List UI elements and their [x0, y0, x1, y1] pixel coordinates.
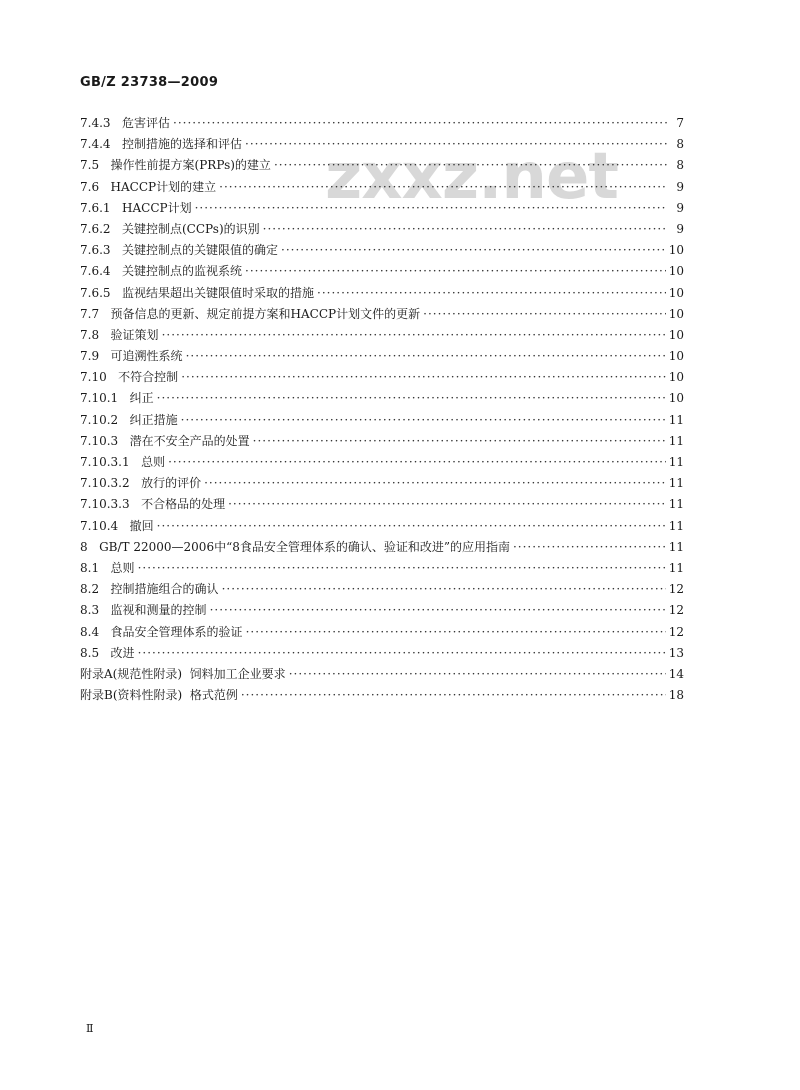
toc-entry-number: 7.10 [80, 370, 107, 385]
toc-entry-page: 11 [668, 560, 684, 575]
toc-entry-page: 11 [668, 539, 684, 554]
toc-entry-number: 7.10.3.3 [80, 497, 130, 512]
toc-entry [80, 134, 684, 155]
toc-entry-title: HACCP计划的建立 [110, 179, 217, 194]
document-code: GB/Z 23738—2009 [80, 75, 219, 90]
toc-entry-page: 8 [676, 158, 684, 173]
toc-entry-gap [111, 134, 122, 155]
toc-entry [80, 304, 684, 325]
table-of-contents [80, 113, 684, 706]
toc-entry-title: 格式范例 [189, 688, 238, 703]
toc-entry [80, 537, 684, 558]
toc-entry-title: 危害评估 [122, 116, 171, 130]
toc-entry-gap [99, 558, 110, 579]
toc-entry-gap [111, 219, 122, 240]
toc-entry-number: 7.10.4 [80, 518, 119, 533]
toc-entry-gap [99, 643, 110, 664]
toc-entry-page: 11 [668, 476, 684, 491]
toc-entry-number: 7.6.3 [80, 243, 111, 258]
toc-entry-page: 14 [668, 666, 684, 681]
toc-entry [80, 643, 684, 664]
toc-entry-page: 11 [668, 412, 684, 427]
toc-entry-title: 可追溯性系统 [110, 349, 183, 364]
toc-entry-number: 8.5 [80, 645, 100, 660]
toc-dot-leader [195, 198, 667, 219]
toc-dot-leader [181, 410, 666, 431]
toc-entry [80, 664, 684, 685]
toc-dot-leader [138, 643, 666, 664]
toc-entry-gap [99, 177, 110, 198]
toc-entry-title: 饲料加工企业要求 [189, 666, 286, 681]
toc-entry-title: 操作性前提方案(PRPs)的建立 [110, 158, 271, 173]
toc-entry-page: 9 [676, 179, 684, 194]
toc-entry-title: 不合格品的处理 [141, 497, 226, 512]
toc-dot-leader [317, 283, 666, 304]
toc-entry-page: 10 [668, 391, 684, 406]
toc-entry [80, 579, 684, 600]
toc-entry-page: 10 [668, 243, 684, 258]
toc-dot-leader [157, 388, 666, 409]
toc-dot-leader [241, 685, 666, 706]
toc-entry-gap [99, 325, 110, 346]
toc-entry-number: 附录B(资料性附录) [80, 688, 183, 703]
toc-entry-number: 8.1 [80, 560, 100, 575]
toc-entry-gap [107, 367, 118, 388]
toc-entry-number: 7.10.3 [80, 433, 119, 448]
toc-entry-number: 7.6.2 [80, 221, 111, 236]
watermark: zxxz.net [325, 140, 618, 214]
toc-entry-title: 纠正 [129, 391, 154, 406]
toc-entry-gap [182, 664, 190, 685]
toc-dot-leader [228, 494, 666, 515]
toc-entry-page: 12 [668, 582, 684, 597]
toc-dot-leader [245, 261, 666, 282]
toc-entry-title: 监视和测量的控制 [110, 603, 207, 618]
toc-entry-number: 7.7 [80, 306, 100, 321]
toc-entry-title: 改进 [110, 645, 135, 660]
toc-entry-title: 潜在不安全产品的处置 [129, 433, 250, 448]
toc-entry-title: 验证策划 [110, 327, 159, 342]
toc-entry-page: 9 [676, 221, 684, 236]
toc-dot-leader [274, 155, 667, 176]
toc-entry-page: 10 [668, 349, 684, 364]
toc-entry [80, 431, 684, 452]
toc-entry-page: 10 [668, 264, 684, 279]
toc-entry-gap [99, 600, 110, 621]
toc-entry-title: 撤回 [129, 518, 154, 533]
toc-dot-leader [181, 367, 666, 388]
toc-entry-number: 8.3 [80, 603, 100, 618]
toc-entry-title: 关键控制点的关键限值的确定 [122, 243, 279, 258]
toc-entry-gap [99, 579, 110, 600]
toc-entry-page: 11 [668, 518, 684, 533]
toc-entry-number: 7.6.1 [80, 200, 111, 215]
toc-entry-gap [182, 685, 190, 706]
toc-entry-gap [111, 261, 122, 282]
toc-entry-gap [130, 473, 141, 494]
toc-entry-title: 关键控制点(CCPs)的识别 [122, 221, 260, 236]
toc-entry-title: 控制措施组合的确认 [110, 582, 219, 597]
toc-entry-title: 不符合控制 [118, 370, 179, 385]
toc-entry-title: 放行的评价 [141, 476, 202, 491]
toc-entry-gap [99, 346, 110, 367]
toc-entry-number: 7.6.4 [80, 264, 111, 279]
toc-entry-page: 8 [676, 137, 684, 152]
toc-entry-gap [118, 516, 129, 537]
toc-entry [80, 240, 684, 261]
toc-dot-leader [168, 452, 666, 473]
toc-entry-title: 控制措施的选择和评估 [122, 137, 243, 152]
toc-entry-number: 8 [80, 539, 88, 554]
toc-entry-number: 7.10.3.1 [80, 455, 130, 469]
toc-entry-gap [111, 283, 122, 304]
toc-entry-gap [111, 113, 122, 134]
toc-entry-number: 7.6 [80, 179, 100, 194]
toc-dot-leader [204, 473, 666, 494]
toc-entry-page: 12 [668, 624, 684, 639]
toc-entry-page: 11 [668, 455, 684, 469]
toc-entry-page: 10 [668, 285, 684, 300]
toc-dot-leader [186, 346, 666, 367]
toc-entry [80, 177, 684, 198]
toc-entry [80, 261, 684, 282]
toc-entry-gap [118, 410, 129, 431]
toc-entry [80, 346, 684, 367]
toc-entry-number: 7.9 [80, 349, 100, 364]
toc-entry [80, 473, 684, 494]
toc-entry [80, 367, 684, 388]
toc-entry [80, 155, 684, 176]
toc-dot-leader [157, 516, 666, 537]
toc-entry [80, 452, 684, 473]
toc-entry-number: 7.10.1 [80, 391, 119, 406]
toc-entry-page: 11 [668, 497, 684, 512]
toc-entry [80, 325, 684, 346]
toc-entry [80, 600, 684, 621]
toc-dot-leader [263, 219, 667, 240]
toc-entry-page: 7 [676, 116, 684, 130]
toc-entry-title: 食品安全管理体系的验证 [110, 624, 243, 639]
toc-entry-gap [130, 494, 141, 515]
toc-dot-leader [219, 177, 667, 198]
toc-dot-leader [173, 113, 667, 134]
toc-entry-page: 9 [676, 200, 684, 215]
toc-dot-leader [222, 579, 666, 600]
toc-entry-title: 关键控制点的监视系统 [122, 264, 243, 279]
toc-entry-title: 总则 [110, 560, 135, 575]
toc-entry [80, 516, 684, 537]
toc-entry-number: 7.4.4 [80, 137, 111, 152]
toc-entry-number: 7.10.3.2 [80, 476, 130, 491]
toc-entry-title: GB/T 22000—2006中“8食品安全管理体系的确认、验证和改进”的应用指南 [99, 539, 510, 554]
toc-dot-leader [253, 431, 666, 452]
toc-entry-number: 7.6.5 [80, 285, 111, 300]
toc-entry-gap [130, 452, 141, 473]
toc-entry [80, 558, 684, 579]
toc-entry-gap [118, 431, 129, 452]
toc-dot-leader [138, 558, 666, 579]
toc-entry [80, 219, 684, 240]
toc-entry-page: 12 [668, 603, 684, 618]
toc-entry [80, 494, 684, 515]
toc-entry-number: 8.4 [80, 624, 100, 639]
toc-entry-gap [118, 388, 129, 409]
toc-entry-gap [99, 304, 110, 325]
toc-entry-page: 13 [668, 645, 684, 660]
toc-entry [80, 622, 684, 643]
toc-entry [80, 283, 684, 304]
toc-entry-number: 7.4.3 [80, 116, 111, 130]
toc-dot-leader [423, 304, 666, 325]
toc-dot-leader [210, 600, 666, 621]
toc-entry [80, 388, 684, 409]
toc-entry-gap [99, 155, 110, 176]
toc-dot-leader [162, 325, 666, 346]
toc-entry-gap [111, 198, 122, 219]
toc-entry-page: 18 [668, 688, 684, 703]
toc-entry-title: 纠正措施 [129, 412, 178, 427]
toc-entry-number: 7.10.2 [80, 412, 119, 427]
toc-dot-leader [246, 622, 666, 643]
toc-entry-number: 8.2 [80, 582, 100, 597]
toc-entry-title: 预备信息的更新、规定前提方案和HACCP计划文件的更新 [110, 306, 421, 321]
toc-entry-number: 7.8 [80, 327, 100, 342]
page-number: Ⅱ [86, 1022, 94, 1035]
toc-entry [80, 198, 684, 219]
toc-dot-leader [281, 240, 666, 261]
toc-dot-leader [513, 537, 666, 558]
toc-entry-number: 7.5 [80, 158, 100, 173]
toc-entry-page: 10 [668, 370, 684, 385]
toc-entry [80, 410, 684, 431]
toc-entry [80, 685, 684, 706]
toc-entry-gap [88, 537, 99, 558]
toc-entry-title: 总则 [141, 455, 166, 469]
toc-entry-number: 附录A(规范性附录) [80, 666, 183, 681]
toc-dot-leader [245, 134, 667, 155]
toc-entry [80, 113, 684, 134]
toc-entry-page: 11 [668, 433, 684, 448]
toc-dot-leader [289, 664, 666, 685]
toc-entry-page: 10 [668, 327, 684, 342]
toc-entry-gap [111, 240, 122, 261]
toc-entry-title: 监视结果超出关键限值时采取的措施 [122, 285, 315, 300]
toc-entry-page: 10 [668, 306, 684, 321]
toc-entry-title: HACCP计划 [122, 200, 192, 215]
toc-entry-gap [99, 622, 110, 643]
